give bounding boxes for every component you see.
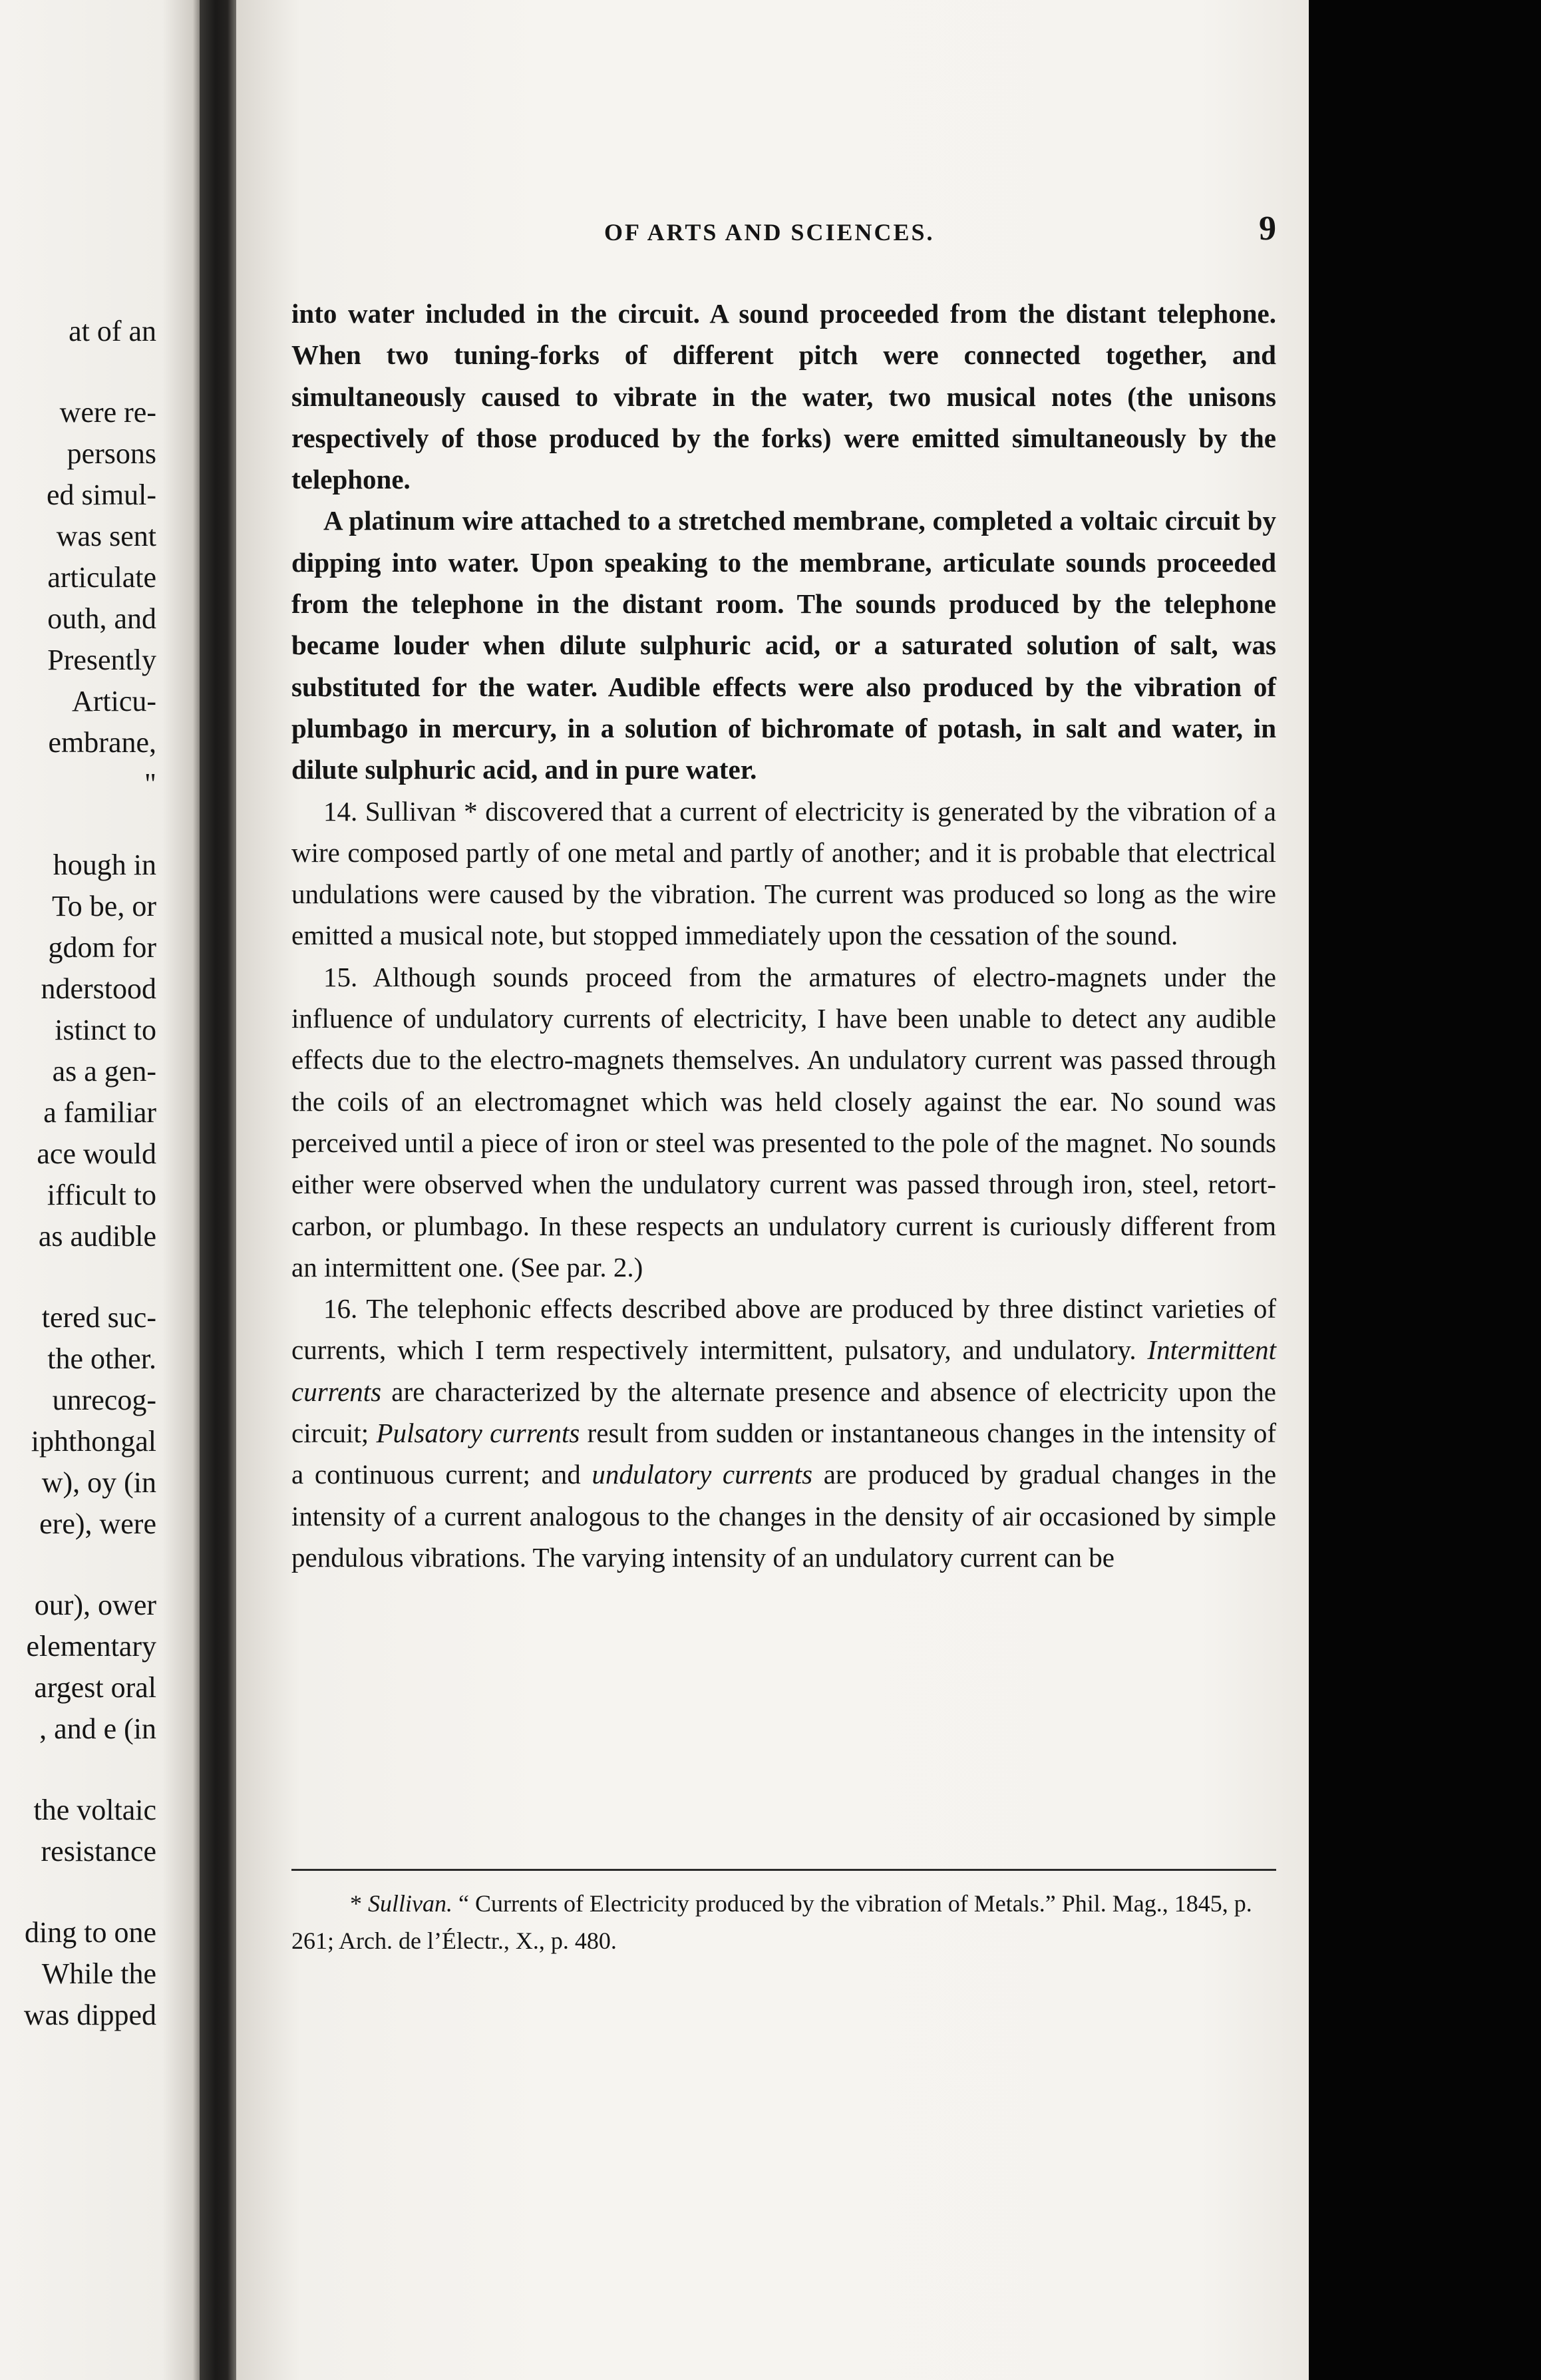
left-page-line: were re- — [59, 396, 156, 429]
footnote-marker: * — [350, 1890, 362, 1917]
left-page-line: ifficult to — [47, 1179, 156, 1211]
left-page-line: elementary — [26, 1630, 156, 1663]
left-page-line: as a gen- — [52, 1055, 156, 1088]
footnote-text: “ Currents of Electricity produced by the vibration of Metals.” Phil. Mag., 1845, p. 261; Arch. de l’Électr., X., p. 480. — [291, 1890, 1252, 1954]
left-page-line: nderstood — [41, 972, 156, 1005]
paragraph-16-text-4: are produced by gradual changes in the intensity of a current analogous to the changes in the density of air occasioned by simple pendulous vibrations. The varying intensity of an undulatory current can be — [291, 1459, 1277, 1573]
left-page-line: ere), were — [39, 1507, 156, 1540]
left-page-line: gdom for — [48, 931, 156, 964]
left-page-line: was sent — [56, 520, 156, 552]
left-page-line: resistance — [41, 1835, 156, 1868]
left-page-line: articulate — [47, 561, 156, 594]
left-page-line: iphthongal — [31, 1425, 156, 1458]
paragraph-16-text-3: result from sudden or instantaneous changes in the intensity of a continuous current; and — [291, 1418, 1277, 1490]
paragraph-16-text-1: 16. The telephonic effects described above are produced by three distinct varieties of currents, which I term respectively intermittent, pulsatory, and undulatory. — [291, 1293, 1276, 1366]
left-page-line: embrane, — [48, 726, 156, 759]
footnote-rule — [291, 1869, 1276, 1871]
book-gutter — [200, 0, 240, 2380]
left-page-line: istinct to — [55, 1014, 156, 1046]
left-page-line: " — [144, 767, 156, 800]
left-page-line: outh, and — [47, 602, 156, 635]
left-page-line: persons — [67, 437, 156, 470]
left-page-line: unrecog- — [52, 1384, 156, 1416]
term-pulsatory: Pulsatory currents — [376, 1418, 580, 1449]
left-page-line: To be, or — [52, 890, 156, 922]
left-page-line: Presently — [47, 644, 156, 676]
left-page-line: Articu- — [71, 685, 156, 717]
left-page-line: a familiar — [43, 1096, 156, 1129]
left-page-line: was dipped — [23, 1999, 156, 2031]
body-text — [291, 293, 1276, 1578]
left-page-line: While the — [41, 1957, 156, 1990]
page-number: 9 — [1259, 210, 1276, 248]
left-page-line: tered suc- — [41, 1301, 156, 1334]
left-page-line: argest oral — [34, 1671, 156, 1704]
left-page-line: w), oy (in — [41, 1466, 156, 1499]
left-page-line: at of an — [69, 315, 156, 347]
paragraph-continuation: into water included in the circuit. A sound proceeded from the distant telephone. When two tuning-forks of different pitch were connected together, and simultaneously caused to vibrate in the water, two musical notes (the unisons respectively of those produced by the forks) were emitted simultaneously by the telephone. — [291, 298, 1276, 495]
left-page-line: ed simul- — [47, 479, 156, 511]
left-page-line: ace would — [37, 1137, 156, 1170]
term-intermittent: Intermittent currents — [291, 1334, 1276, 1407]
page-header — [291, 210, 1276, 254]
left-page-line: the other. — [47, 1342, 156, 1375]
paragraph-15: 15. Although sounds proceed from the armatures of electro-magnets under the influence of undulatory currents of electricity, I have been unable to detect any audible effects due to the electro-magnets themselves. An undulatory current was passed through the coils of an electromagnet which was held closely against the ear. No sound was perceived until a piece of iron or steel was presented to the pole of the magnet. No sounds either were observed when the undulatory current was passed through iron, steel, retort-carbon, or plumbago. In these respects an undulatory current is curiously different from an intermittent one. (See par. 2.) — [291, 961, 1276, 1283]
left-page-line: ding to one — [25, 1916, 156, 1949]
running-head: OF ARTS AND SCIENCES. — [604, 219, 935, 246]
paragraph-16 — [291, 1288, 1276, 1578]
left-page-fragment — [0, 0, 203, 2380]
left-page-line: , and e (in — [39, 1712, 156, 1745]
left-page-line: the voltaic — [33, 1794, 156, 1826]
paragraph-16-text-2: are characterized by the alternate presence and absence of electricity upon the circuit; — [291, 1376, 1276, 1449]
footnote-author: Sullivan. — [368, 1890, 452, 1917]
footnote — [291, 1885, 1276, 1959]
left-page-line: our), ower — [34, 1589, 156, 1621]
left-page-line: as audible — [38, 1220, 156, 1253]
left-page-line: hough in — [53, 849, 156, 881]
paragraph-platinum-wire: A platinum wire attached to a stretched membrane, completed a voltaic circuit by dipping into water. Upon speaking to the membrane, articulate sounds proceeded from the telephone in the distant room. The sounds produced by the telephone became louder when dilute sulphuric acid, or a saturated solution of salt, was substituted for the water. Audible effects were also produced by the vibration of plumbago in mercury, in a solution of bichromate of potash, in salt and water, in dilute sulphuric acid, and in pure water. — [291, 505, 1276, 785]
term-undulatory: undulatory currents — [592, 1459, 813, 1490]
paragraph-14: 14. Sullivan * discovered that a current of electricity is generated by the vibration of a wire composed partly of one metal and partly of another; and it is probable that electrical undulations were caused by the vibration. The current was produced so long as the wire emitted a musical note, but stopped immediately upon the cessation of the sound. — [291, 795, 1276, 951]
